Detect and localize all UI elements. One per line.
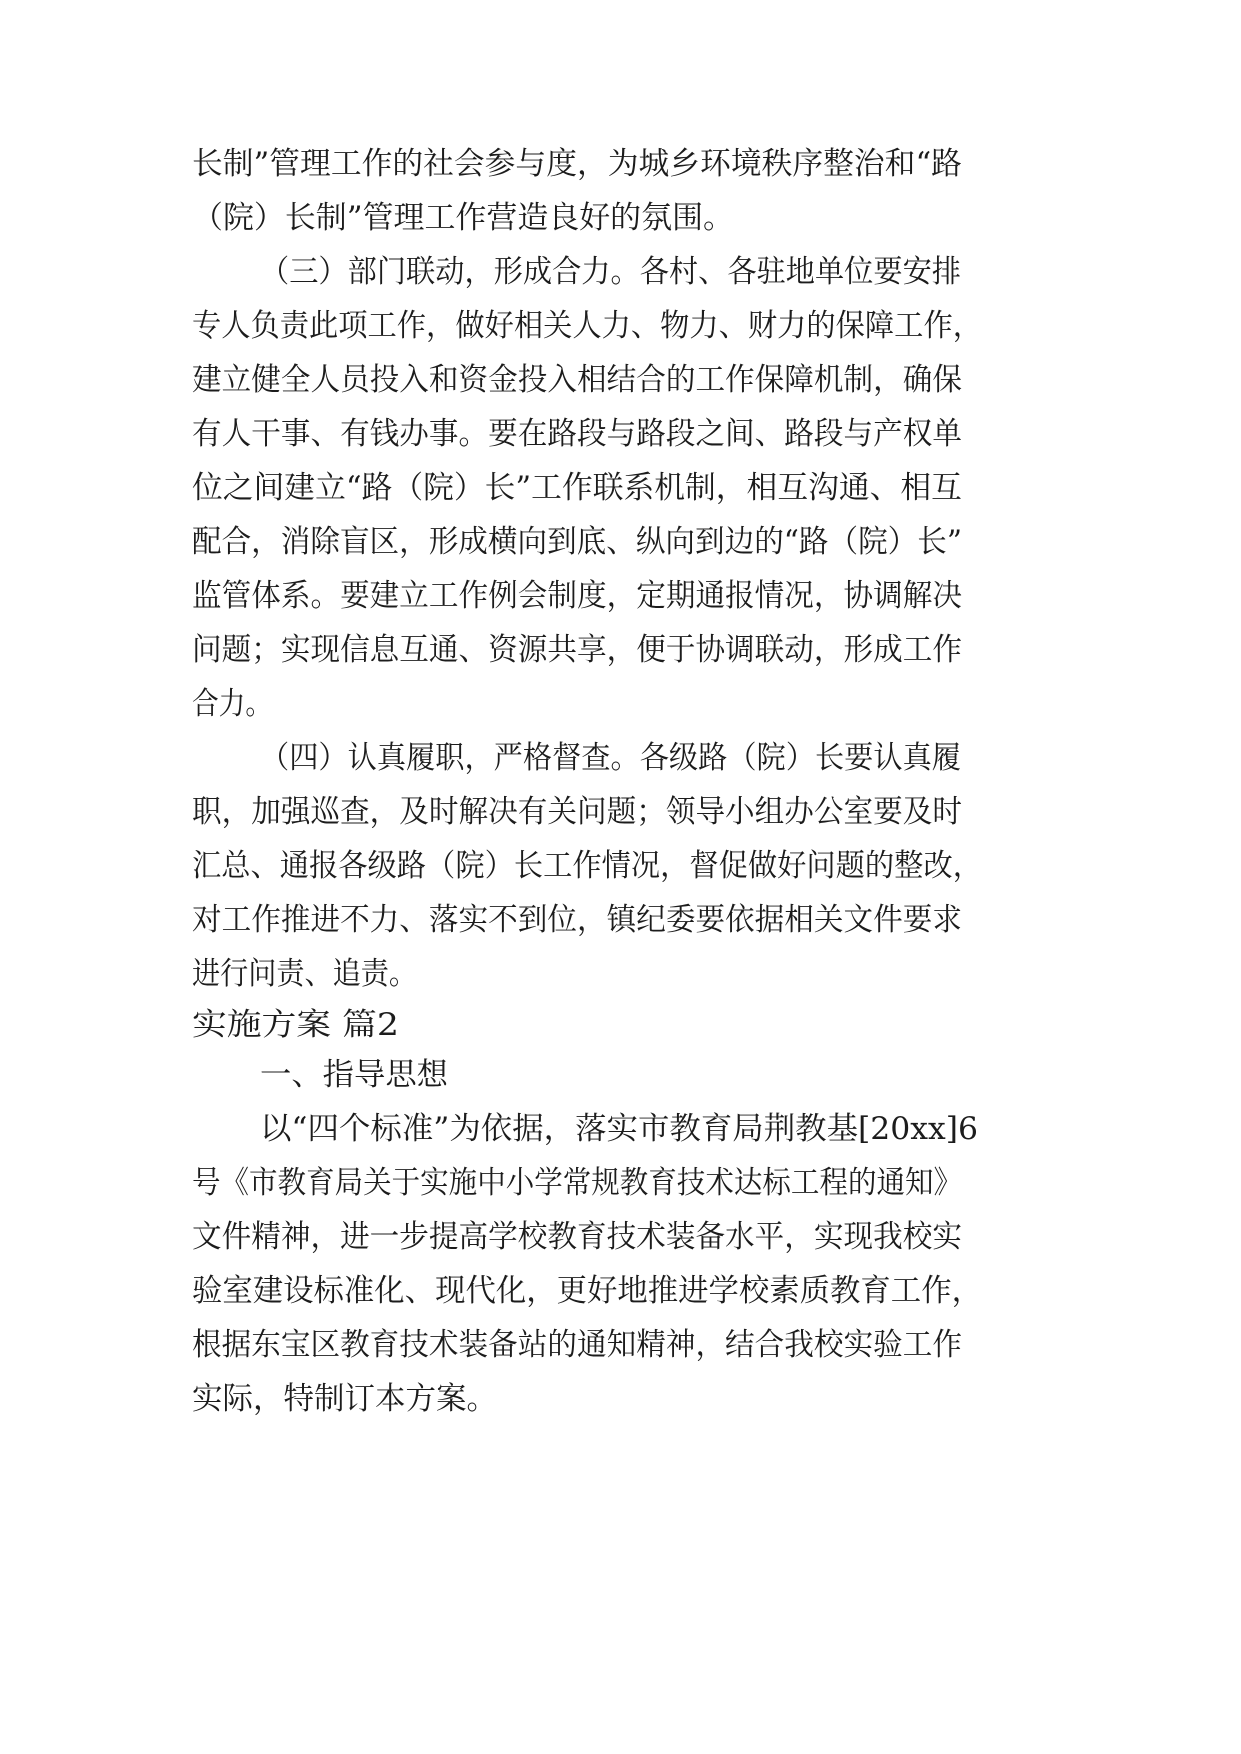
line-text: 问题；实现信息互通、资源共享，便于协调联动，形成工作 bbox=[192, 632, 962, 668]
paragraph-line bbox=[0, 566, 1241, 626]
paragraph-line bbox=[0, 188, 1241, 248]
line-text: 有人干事、有钱办事。要在路段与路段之间、路段与产权单 bbox=[192, 416, 962, 452]
line-text: 进行问责、追责。 bbox=[192, 956, 418, 992]
paragraph-line bbox=[0, 728, 1241, 788]
paragraph-line bbox=[0, 242, 1241, 302]
line-text: （三）部门联动，形成合力。各村、各驻地单位要安排 bbox=[260, 254, 961, 290]
paragraph-line bbox=[0, 458, 1241, 518]
paragraph-line bbox=[0, 620, 1241, 680]
paragraph-line bbox=[0, 1207, 1241, 1267]
heading-text: 实施方案 篇2 bbox=[192, 1007, 400, 1043]
line-text: 职，加强巡查，及时解决有关问题；领导小组办公室要及时 bbox=[192, 794, 962, 830]
paragraph-line bbox=[0, 782, 1241, 842]
paragraph-line bbox=[0, 512, 1241, 572]
paragraph-line bbox=[0, 890, 1241, 950]
line-text: 文件精神，进一步提高学校教育技术装备水平，实现我校实 bbox=[192, 1219, 962, 1255]
line-text: （院）长制”管理工作营造良好的氛围。 bbox=[192, 200, 734, 236]
line-text: 验室建设标准化、现代化，更好地推进学校素质教育工作， bbox=[192, 1273, 982, 1309]
paragraph-line bbox=[0, 296, 1241, 356]
line-text: （四）认真履职，严格督查。各级路（院）长要认真履 bbox=[260, 740, 961, 776]
line-text: 监管体系。要建立工作例会制度，定期通报情况，协调解决 bbox=[192, 578, 962, 614]
line-text: 汇总、通报各级路（院）长工作情况，督促做好问题的整改， bbox=[192, 848, 982, 884]
line-text: 建立健全人员投入和资金投入相结合的工作保障机制，确保 bbox=[192, 362, 962, 398]
line-text: 根据东宝区教育技术装备站的通知精神，结合我校实验工作 bbox=[192, 1327, 962, 1363]
paragraph-line bbox=[0, 674, 1241, 734]
heading-text: 一、指导思想 bbox=[260, 1057, 449, 1093]
paragraph-line bbox=[0, 1315, 1241, 1375]
paragraph-line bbox=[0, 1099, 1241, 1159]
line-text: 专人负责此项工作，做好相关人力、物力、财力的保障工作， bbox=[192, 308, 982, 344]
paragraph-line bbox=[0, 350, 1241, 410]
paragraph-line bbox=[0, 1261, 1241, 1321]
line-text: 实际，特制订本方案。 bbox=[192, 1381, 498, 1417]
line-text: 合力。 bbox=[192, 686, 272, 722]
line-text: 位之间建立“路（院）长”工作联系机制，相互沟通、相互 bbox=[192, 470, 962, 506]
line-text: 以“四个标准”为依据，落实市教育局荆教基[20xx]6 bbox=[260, 1111, 979, 1147]
line-text: 长制”管理工作的社会参与度，为城乡环境秩序整治和“路 bbox=[192, 146, 962, 182]
subsection-heading bbox=[0, 1045, 1241, 1105]
paragraph-line bbox=[0, 134, 1241, 194]
paragraph-line bbox=[0, 836, 1241, 896]
line-text: 号《市教育局关于实施中小学常规教育技术达标工程的通知》 bbox=[192, 1165, 963, 1201]
line-text: 对工作推进不力、落实不到位，镇纪委要依据相关文件要求 bbox=[192, 902, 962, 938]
paragraph-line bbox=[0, 404, 1241, 464]
paragraph-line bbox=[0, 1153, 1241, 1213]
line-text: 配合，消除盲区，形成横向到底、纵向到边的“路（院）长” bbox=[192, 524, 962, 560]
paragraph-line bbox=[0, 1369, 1241, 1429]
